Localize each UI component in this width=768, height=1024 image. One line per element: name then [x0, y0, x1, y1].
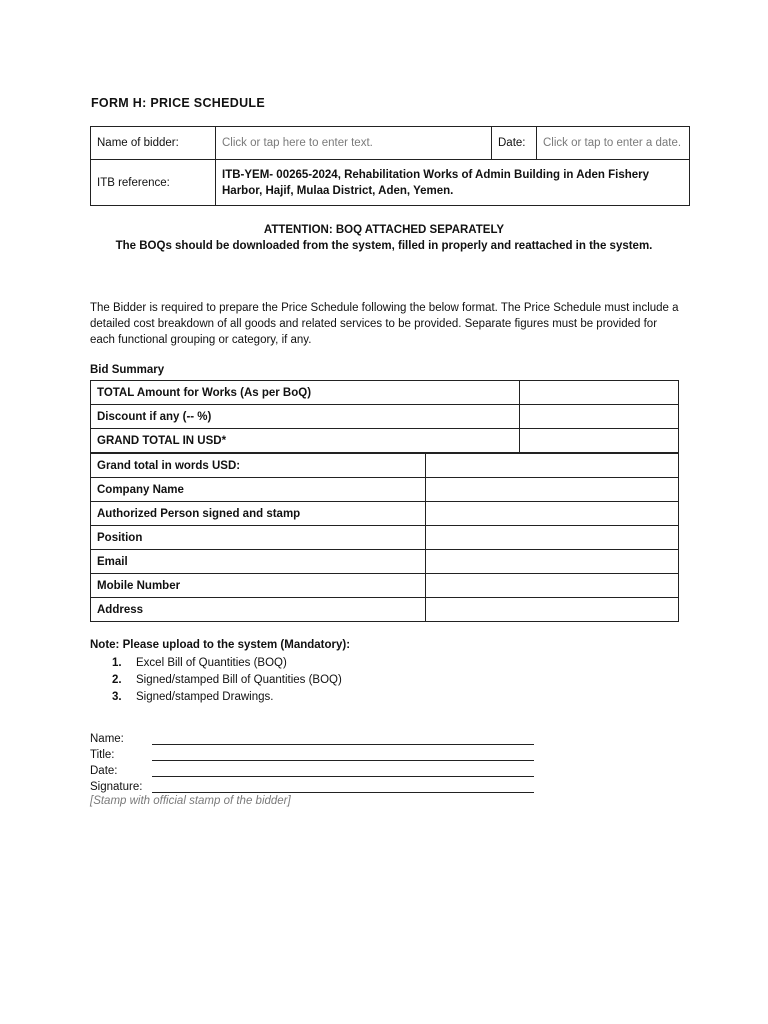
total-amount-label: TOTAL Amount for Works (As per BoQ)	[91, 381, 520, 405]
address-label: Address	[91, 598, 426, 622]
instructions-paragraph: The Bidder is required to prepare the Price Schedule following the below format. The Price Schedule must include a detailed cost breakdown of all goods and related services to be provided. Separate figures must be provided for each functional grouping or category, if any.	[90, 302, 679, 346]
email-label: Email	[91, 550, 426, 574]
signature-line[interactable]	[152, 779, 534, 793]
grand-total-field[interactable]	[520, 429, 679, 453]
list-number: 1.	[112, 657, 122, 669]
title-label: Title:	[90, 749, 115, 761]
stamp-instruction: [Stamp with official stamp of the bidder]	[90, 795, 291, 807]
attention-notice	[90, 222, 678, 254]
note-list	[112, 655, 342, 706]
list-number: 3.	[112, 691, 122, 703]
title-line[interactable]	[152, 747, 534, 761]
grand-total-label: GRAND TOTAL IN USD*	[91, 429, 520, 453]
name-line[interactable]	[152, 731, 534, 745]
address-field[interactable]	[426, 598, 679, 622]
authorized-person-label: Authorized Person signed and stamp	[91, 502, 426, 526]
discount-field[interactable]	[520, 405, 679, 429]
signature-block	[90, 731, 534, 795]
date-field[interactable]: Click or tap to enter a date.	[537, 127, 690, 160]
itb-reference-label: ITB reference:	[91, 160, 216, 206]
bidder-name-label: Name of bidder:	[91, 127, 216, 160]
position-label: Position	[91, 526, 426, 550]
email-field[interactable]	[426, 550, 679, 574]
date-line[interactable]	[152, 763, 534, 777]
company-name-field[interactable]	[426, 478, 679, 502]
grand-total-words-label: Grand total in words USD:	[91, 454, 426, 478]
signature-label: Signature:	[90, 781, 143, 793]
name-label: Name:	[90, 733, 124, 745]
grand-total-words-field[interactable]	[426, 454, 679, 478]
note-title: Note: Please upload to the system (Mandatory):	[90, 639, 351, 651]
list-text: Excel Bill of Quantities (BOQ)	[136, 657, 287, 669]
itb-reference-value: ITB-YEM- 00265-2024, Rehabilitation Works of Admin Building in Aden Fishery Harbor, Hajif, Mulaa District, Aden, Yemen.	[216, 160, 690, 206]
bid-summary-title: Bid Summary	[90, 364, 165, 376]
form-title: FORM H: PRICE SCHEDULE	[91, 96, 265, 110]
company-name-label: Company Name	[91, 478, 426, 502]
mobile-number-label: Mobile Number	[91, 574, 426, 598]
list-item	[112, 689, 342, 706]
total-amount-field[interactable]	[520, 381, 679, 405]
attention-heading: ATTENTION: BOQ ATTACHED SEPARATELY	[263, 224, 505, 236]
bidder-info-table	[90, 126, 690, 206]
list-text: Signed/stamped Drawings.	[136, 691, 274, 703]
mobile-number-field[interactable]	[426, 574, 679, 598]
position-field[interactable]	[426, 526, 679, 550]
bidder-details-table	[90, 453, 679, 622]
authorized-person-field[interactable]	[426, 502, 679, 526]
date-label: Date:	[492, 127, 537, 160]
date-sign-label: Date:	[90, 765, 118, 777]
list-text: Signed/stamped Bill of Quantities (BOQ)	[136, 674, 342, 686]
discount-label: Discount if any (-- %)	[91, 405, 520, 429]
bid-totals-table	[90, 380, 679, 453]
attention-instruction: The BOQs should be downloaded from the system, filled in properly and reattached in the system.	[115, 240, 653, 252]
bidder-name-field[interactable]: Click or tap here to enter text.	[216, 127, 492, 160]
list-number: 2.	[112, 674, 122, 686]
list-item	[112, 655, 342, 672]
list-item	[112, 672, 342, 689]
